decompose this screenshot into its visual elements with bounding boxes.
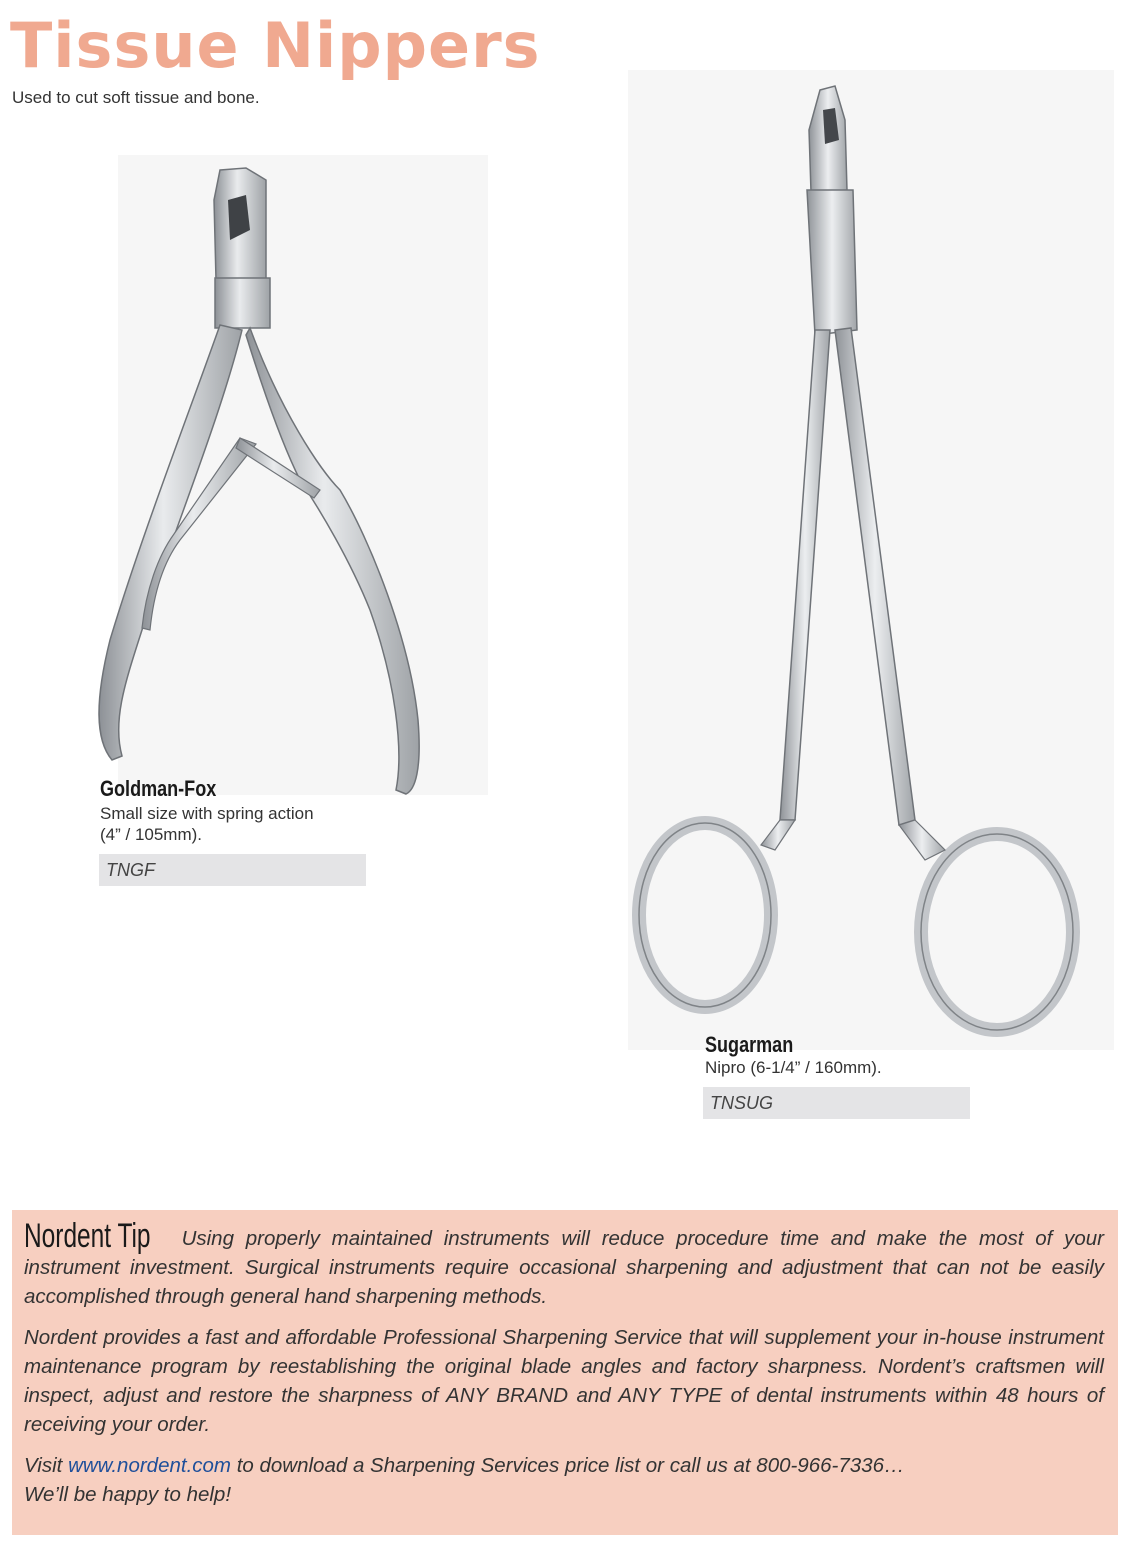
page-subtitle: Used to cut soft tissue and bone. <box>12 88 260 107</box>
goldman-fox-nipper-image <box>70 160 490 800</box>
product-name-goldman-fox: Goldman-Fox <box>100 776 217 801</box>
tip-paragraph-1 <box>24 1217 1104 1311</box>
sku-tngf: TNGF <box>99 854 366 886</box>
tip-paragraph-3 <box>24 1451 1104 1509</box>
product-description-sugarman: Nipro (6-1/4” / 160mm). <box>705 1058 882 1077</box>
tip-visit-prefix: Visit <box>24 1454 69 1477</box>
tip-closing: We’ll be happy to help! <box>24 1483 232 1506</box>
tip-visit-suffix: to download a Sharpening Services price list or call us at 800-966-7336… <box>231 1454 905 1477</box>
nordent-website-link[interactable]: www.nordent.com <box>68 1454 231 1477</box>
tip-paragraph-1-text: Using properly maintained instruments will reduce procedure time and make the most of your instrument investment. Surgical instruments require occasional sharpening and adjustment that can not be easily accomplished through general hand sharpening methods. <box>24 1227 1104 1308</box>
page-title: Tissue Nippers <box>10 9 541 82</box>
product-name-sugarman: Sugarman <box>705 1032 794 1057</box>
tip-label: Nordent Tip <box>24 1217 151 1255</box>
product-description-goldman-fox: Small size with spring action (4” / 105mm). <box>100 804 314 844</box>
tip-paragraph-2: Nordent provides a fast and affordable Professional Sharpening Service that will supplement your in-house instrument maintenance program by reestablishing the original blade angles and factory sharpness. Nordent’s craftsmen will inspect, adjust and restore the sharpness of ANY BRAND and ANY TYPE of dental instruments within 48 hours of receiving your order. <box>24 1326 1104 1436</box>
sku-tnsug: TNSUG <box>703 1087 970 1119</box>
nordent-tip-box <box>12 1210 1118 1535</box>
sugarman-nipper-image <box>625 80 1095 1040</box>
